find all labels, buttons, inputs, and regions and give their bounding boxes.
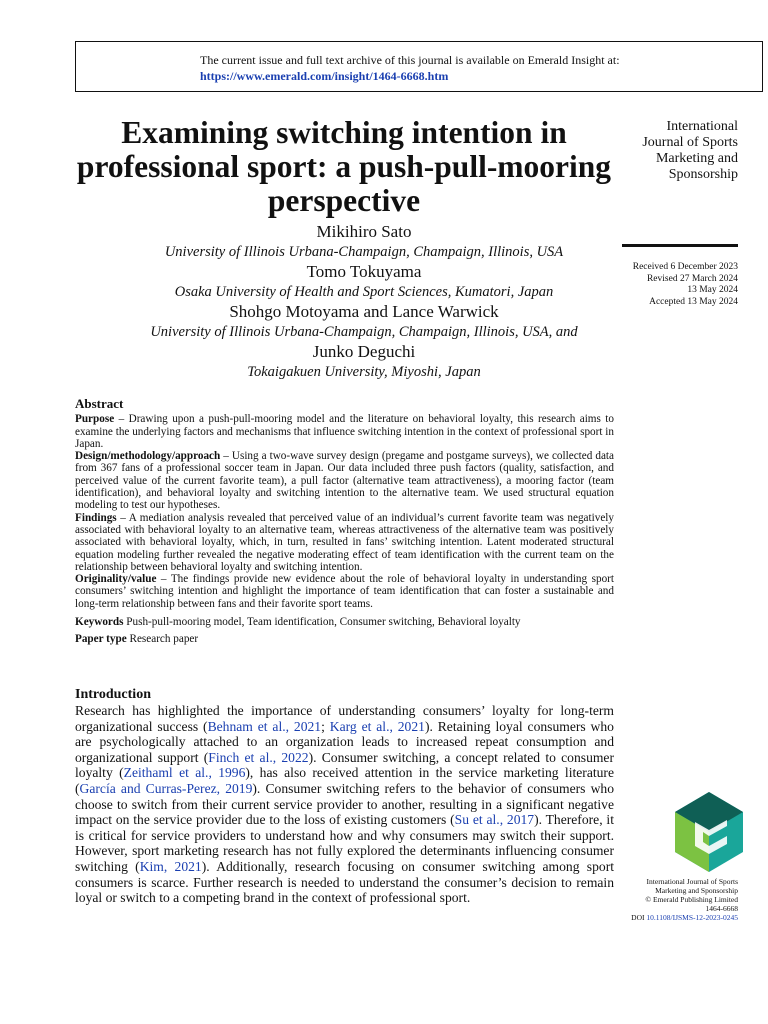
revised-date-2: 13 May 2024 <box>687 285 738 295</box>
journal-archive-notice <box>75 41 763 92</box>
body-text: ). Therefore, it is critical for service providers to understand how and why consumers may switch their support. However, sport marketing research has not fully explored the determinants influencing consumer switching ( <box>75 812 614 874</box>
accepted-date: Accepted 13 May 2024 <box>649 296 738 307</box>
body-text: ). Consumer switching refers to the behavior of consumers who choose to switch from their current service provider to another, resulting in a significant negative impact on the service provider due to the loss of existing customers ( <box>75 780 614 828</box>
author-affiliation: Osaka University of Health and Sport Sciences, Kumatori, Japan <box>174 284 554 300</box>
abstract-originality <box>75 573 614 610</box>
journal-url-link[interactable]: https://www.emerald.com/insight/1464-6668.htm <box>200 69 449 83</box>
doi-label: DOI <box>631 913 647 922</box>
citation-link[interactable]: Zeithaml et al., 1996 <box>123 765 246 781</box>
purpose-label: Purpose <box>75 413 115 426</box>
paper-type-label: Paper type <box>75 633 127 646</box>
keywords <box>75 616 614 628</box>
publication-footer <box>588 877 738 922</box>
citation-link[interactable]: García and Curras-Perez, 2019 <box>79 780 253 796</box>
paper-type <box>75 633 614 645</box>
publisher-logo-icon <box>673 790 745 874</box>
author-affiliation: University of Illinois Urbana-Champaign, Champaign, Illinois, USA, and <box>150 324 578 340</box>
footer-journal-line: Marketing and Sponsorship <box>655 886 738 895</box>
journal-name-line: Sponsorship <box>668 167 738 182</box>
originality-text: – The findings provide new evidence about the role of behavioral loyalty in understanding sport consumers’ switching intention and highlight the importance of team identification that can foster a sustainable and long-term relationship between fans and their favorite sport teams. <box>75 573 614 610</box>
keywords-text: Push-pull-mooring model, Team identification, Consumer switching, Behavioral loyalty <box>123 616 521 629</box>
body-text: ), has also received attention in the service marketing literature ( <box>75 765 614 796</box>
citation-link[interactable]: Behnam et al., 2021 <box>207 718 322 734</box>
margin-divider <box>622 244 738 247</box>
submission-dates <box>578 262 738 308</box>
author-name: Mikihiro Sato <box>316 222 412 241</box>
footer-issn: 1464-6668 <box>705 904 738 913</box>
paper-type-text: Research paper <box>126 633 199 646</box>
introduction-paragraph <box>75 703 614 906</box>
paper-title: Examining switching intention in professional sport: a push-pull-mooring perspective <box>76 115 612 218</box>
footer-doi <box>588 913 738 922</box>
revised-date: Revised 27 March 2024 <box>646 273 738 284</box>
body-text: ; <box>321 718 330 734</box>
journal-name-line: International <box>666 119 738 134</box>
author-name: Shohgo Motoyama and Lance Warwick <box>229 302 499 321</box>
abstract-findings <box>75 512 614 573</box>
journal-name-line: Marketing and <box>655 151 738 166</box>
citation-link[interactable]: Finch et al., 2022 <box>208 749 309 765</box>
purpose-text: – Drawing upon a push-pull-mooring model and the literature on behavioral loyalty, this research aims to examine the underlying factors and mechanisms that influence switching intention in the context of professional sport in Japan. <box>75 413 614 450</box>
design-label: Design/methodology/approach <box>75 450 221 463</box>
findings-text: – A mediation analysis revealed that perceived value of an individual’s current favorite team was negatively associated with behavioral loyalty to an alternative team, whereas attractiveness of the alternative team was positively associated with behavioral loyalty, which, in turn, resulted in fans’ switching intention. Latent moderated structural equation modeling further revealed the negative moderating effect of team identification with the current team on the relationship between behavioral loyalty and switching intention. <box>75 511 614 573</box>
doi-link[interactable]: 10.1108/IJSMS-12-2023-0245 <box>646 913 738 922</box>
notice-text: The current issue and full text archive of this journal is available on Emerald Insight at: <box>200 53 620 67</box>
footer-journal-line: International Journal of Sports <box>646 877 738 886</box>
author-block <box>75 222 653 382</box>
author-name: Tomo Tokuyama <box>306 262 422 281</box>
author-affiliation: University of Illinois Urbana-Champaign, Champaign, Illinois, USA <box>164 244 564 260</box>
originality-label: Originality/value <box>75 573 157 586</box>
introduction-heading: Introduction <box>75 687 151 702</box>
journal-name <box>578 119 738 183</box>
author-name: Junko Deguchi <box>312 342 416 361</box>
keywords-label: Keywords <box>75 616 124 629</box>
abstract-heading: Abstract <box>75 396 124 411</box>
body-text: Research has highlighted the importance of understanding consumers’ loyalty for long-term organizational success ( <box>75 703 614 734</box>
abstract-section <box>75 398 614 646</box>
abstract-design <box>75 450 614 511</box>
journal-name-line: Journal of Sports <box>642 135 738 150</box>
author-affiliation: Tokaigakuen University, Miyoshi, Japan <box>247 364 481 380</box>
citation-link[interactable]: Su et al., 2017 <box>454 812 535 828</box>
citation-link[interactable]: Kim, 2021 <box>139 858 202 874</box>
received-date: Received 6 December 2023 <box>632 262 738 272</box>
abstract-purpose <box>75 413 614 450</box>
footer-publisher: © Emerald Publishing Limited <box>645 895 738 904</box>
findings-label: Findings <box>75 511 117 524</box>
introduction-section <box>75 686 614 906</box>
body-text: ). Retaining loyal consumers who are psychologically attached to an organization leads to increased repeat consumption and organizational support ( <box>75 718 614 765</box>
citation-link[interactable]: Karg et al., 2021 <box>329 718 425 734</box>
body-text: ). Additionally, research focusing on consumer switching among sport consumers is scarce. Further research is needed to understand the consumer’s decision to remain loyal or switch to a competing brand in the context of professional sport. <box>75 858 614 906</box>
body-text: ). Consumer switching, a concept related to consumer loyalty ( <box>75 749 614 781</box>
design-text: – Using a two-wave survey design (pregame and postgame surveys), we collected data from 367 fans of a professional soccer team in Japan. Our data included three push factors (quality, satisfaction, and perceived value of the current favorite team), a pull factor (alternative team attractiveness), a mooring factor (team identification), and behavioral loyalty and switching intention to the alternative team. We used structural equation modeling to test our hypotheses. <box>75 450 614 512</box>
